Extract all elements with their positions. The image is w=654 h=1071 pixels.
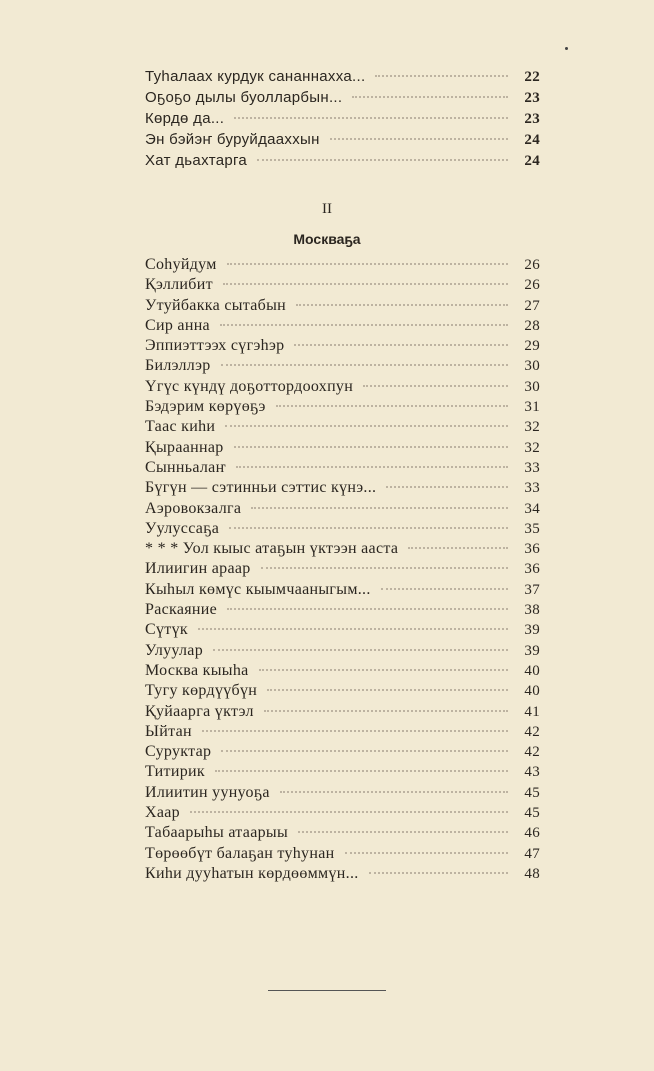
entry-title: Үгүс күндү доҕоттордоохпун: [145, 377, 354, 395]
entry-page: 26: [524, 277, 540, 294]
toc-entry: [145, 378, 540, 398]
toc-entry: [145, 439, 540, 459]
entry-title: Соһуйдум: [145, 256, 217, 273]
entry-page: 23: [524, 111, 540, 127]
toc-entry: [145, 581, 540, 601]
toc-entry: [145, 297, 540, 317]
leader-dots: [223, 283, 508, 285]
toc-entry: [145, 703, 540, 723]
entry-title: Киһи дууһатын көрдөөммүн...: [145, 864, 359, 882]
entry-title: Эппиэттээх сүгэһэр: [145, 337, 285, 355]
toc-entry: [145, 824, 540, 844]
leader-dots: [215, 770, 508, 772]
entry-page: 38: [524, 602, 540, 619]
entry-title: Туһалаах курдук сананнахха...: [145, 68, 366, 85]
entry-page: 45: [524, 805, 540, 822]
leader-dots: [236, 466, 508, 468]
toc-entry: [145, 642, 540, 662]
toc-entry: [145, 152, 540, 173]
toc-entry: [145, 337, 540, 357]
entry-title: Таас киһи: [145, 418, 216, 436]
leader-dots: [294, 344, 508, 346]
entry-page: 26: [524, 257, 540, 273]
divider-line: [268, 990, 386, 991]
entry-page: 43: [524, 764, 540, 781]
toc-section-2: [145, 256, 540, 885]
toc-entry: [145, 89, 540, 110]
toc-entry: [145, 68, 540, 89]
leader-dots: [352, 96, 508, 98]
entry-page: 41: [524, 703, 540, 720]
leader-dots: [280, 791, 508, 793]
entry-title: Москва кыыһа: [145, 661, 249, 679]
leader-dots: [298, 831, 508, 833]
entry-page: 27: [524, 297, 540, 314]
leader-dots: [227, 608, 508, 610]
entry-title: Уулуссаҕа: [145, 519, 220, 537]
entry-title: Раскаяние: [145, 601, 218, 619]
entry-title: Илиигин араар: [145, 560, 251, 578]
entry-page: 40: [524, 683, 540, 700]
entry-page: 47: [524, 845, 540, 862]
entry-page: 22: [524, 69, 540, 85]
section-title: Москваҕа: [293, 231, 361, 247]
entry-page: 39: [524, 642, 540, 659]
toc-entry: [145, 743, 540, 763]
entry-title: Титирик: [145, 763, 205, 781]
entry-title: Төрөөбүт балаҕан туһунан: [145, 844, 335, 862]
leader-dots: [259, 669, 508, 671]
leader-dots: [408, 547, 508, 549]
entry-page: 45: [524, 784, 540, 801]
toc-entry: [145, 459, 540, 479]
leader-dots: [213, 649, 508, 651]
part-number: II: [322, 201, 332, 217]
toc-entry: [145, 804, 540, 824]
toc-entry: [145, 276, 540, 296]
entry-title: Хат дьахтарга: [145, 152, 248, 169]
entry-title: Сынньалаҥ: [145, 458, 226, 476]
leader-dots: [225, 425, 508, 427]
entry-page: 42: [524, 744, 540, 761]
leader-dots: [345, 852, 509, 854]
entry-page: 46: [524, 825, 540, 842]
entry-title: Утуйбакка сытабын: [145, 296, 287, 314]
entry-page: 33: [524, 480, 540, 497]
entry-page: 34: [524, 500, 540, 517]
entry-title: Илиитин уунуоҕа: [145, 783, 270, 801]
toc-entry: [145, 601, 540, 621]
toc-entry: [145, 621, 540, 641]
leader-dots: [386, 486, 508, 488]
toc-entry: [145, 723, 540, 743]
toc-entry: [145, 845, 540, 865]
entry-title: Аэровокзалга: [145, 499, 242, 517]
leader-dots: [190, 811, 508, 813]
entry-page: 35: [524, 520, 540, 537]
entry-title: Тугу көрдүүбүн: [145, 682, 258, 700]
leader-dots: [381, 588, 508, 590]
entry-title: Қэллибит: [145, 276, 213, 294]
entry-page: 28: [524, 317, 540, 334]
entry-page: 40: [524, 662, 540, 679]
entry-title: Ыйтан: [145, 722, 192, 740]
leader-dots: [363, 385, 508, 387]
toc-entry: [145, 357, 540, 377]
entry-page: 42: [524, 723, 540, 740]
entry-page: 23: [524, 90, 540, 106]
entry-page: 31: [524, 399, 540, 416]
leader-dots: [330, 138, 508, 140]
entry-title: Улуулар: [145, 641, 203, 659]
entry-title: Көрдө да...: [145, 110, 225, 127]
toc-entry: [145, 520, 540, 540]
entry-title: Қырааннар: [145, 438, 224, 456]
toc-entry: [145, 560, 540, 580]
leader-dots: [221, 364, 508, 366]
leader-dots: [251, 507, 508, 509]
toc-entry: [145, 110, 540, 131]
entry-title: Қуйаарга үктэл: [145, 702, 254, 720]
leader-dots: [227, 263, 508, 265]
entry-page: 48: [524, 865, 540, 882]
entry-title: Бэдэрим көрүөҕэ: [145, 398, 266, 416]
leader-dots: [375, 75, 508, 77]
leader-dots: [234, 117, 508, 119]
toc-entry: [145, 500, 540, 520]
entry-title: Билэллэр: [145, 357, 211, 375]
speck-mark: [565, 47, 568, 50]
entry-page: 30: [524, 378, 540, 395]
entry-title: Сир анна: [145, 316, 210, 334]
leader-dots: [229, 527, 508, 529]
entry-page: 33: [524, 459, 540, 476]
entry-title: Кыһыл көмүс кыымчааныгым...: [145, 580, 371, 598]
toc-entry: [145, 479, 540, 499]
leader-dots: [264, 710, 508, 712]
toc-entry: [145, 865, 540, 885]
entry-page: 32: [524, 439, 540, 456]
leader-dots: [234, 446, 508, 448]
entry-title: Суруктар: [145, 743, 212, 761]
entry-title: * * * Уол кыыс атаҕын үктээн ааста: [145, 540, 399, 558]
entry-page: 30: [524, 358, 540, 375]
toc-entry: [145, 398, 540, 418]
toc-entry: [145, 540, 540, 560]
entry-title: Сүтүк: [145, 621, 188, 639]
leader-dots: [296, 304, 508, 306]
toc-entry: [145, 784, 540, 804]
toc-entry: [145, 418, 540, 438]
entry-page: 24: [524, 153, 540, 169]
toc-section-1: [145, 68, 540, 173]
toc-entry: [145, 763, 540, 783]
entry-page: 36: [524, 541, 540, 558]
entry-title: Хаар: [145, 804, 180, 822]
toc-entry: [145, 317, 540, 337]
toc-entry: [145, 662, 540, 682]
entry-title: Оҕоҕо дылы буолларбын...: [145, 89, 343, 106]
leader-dots: [220, 324, 508, 326]
leader-dots: [202, 730, 508, 732]
entry-title: Бүгүн — сэтинньи сэттис күнэ...: [145, 479, 377, 497]
entry-page: 39: [524, 622, 540, 639]
toc-entry: [145, 682, 540, 702]
leader-dots: [369, 872, 508, 874]
leader-dots: [267, 689, 508, 691]
toc-entry: [145, 131, 540, 152]
entry-title: Табаарыһы атаарыы: [145, 824, 288, 842]
leader-dots: [221, 750, 508, 752]
entry-title: Эн бэйэҥ буруйдааххын: [145, 131, 320, 148]
entry-page: 37: [524, 581, 540, 598]
entry-page: 29: [524, 338, 540, 355]
leader-dots: [198, 628, 508, 630]
toc-entry: [145, 256, 540, 276]
leader-dots: [276, 405, 508, 407]
leader-dots: [261, 567, 508, 569]
entry-page: 24: [524, 132, 540, 148]
entry-page: 32: [524, 419, 540, 436]
leader-dots: [257, 159, 508, 161]
entry-page: 36: [524, 561, 540, 578]
